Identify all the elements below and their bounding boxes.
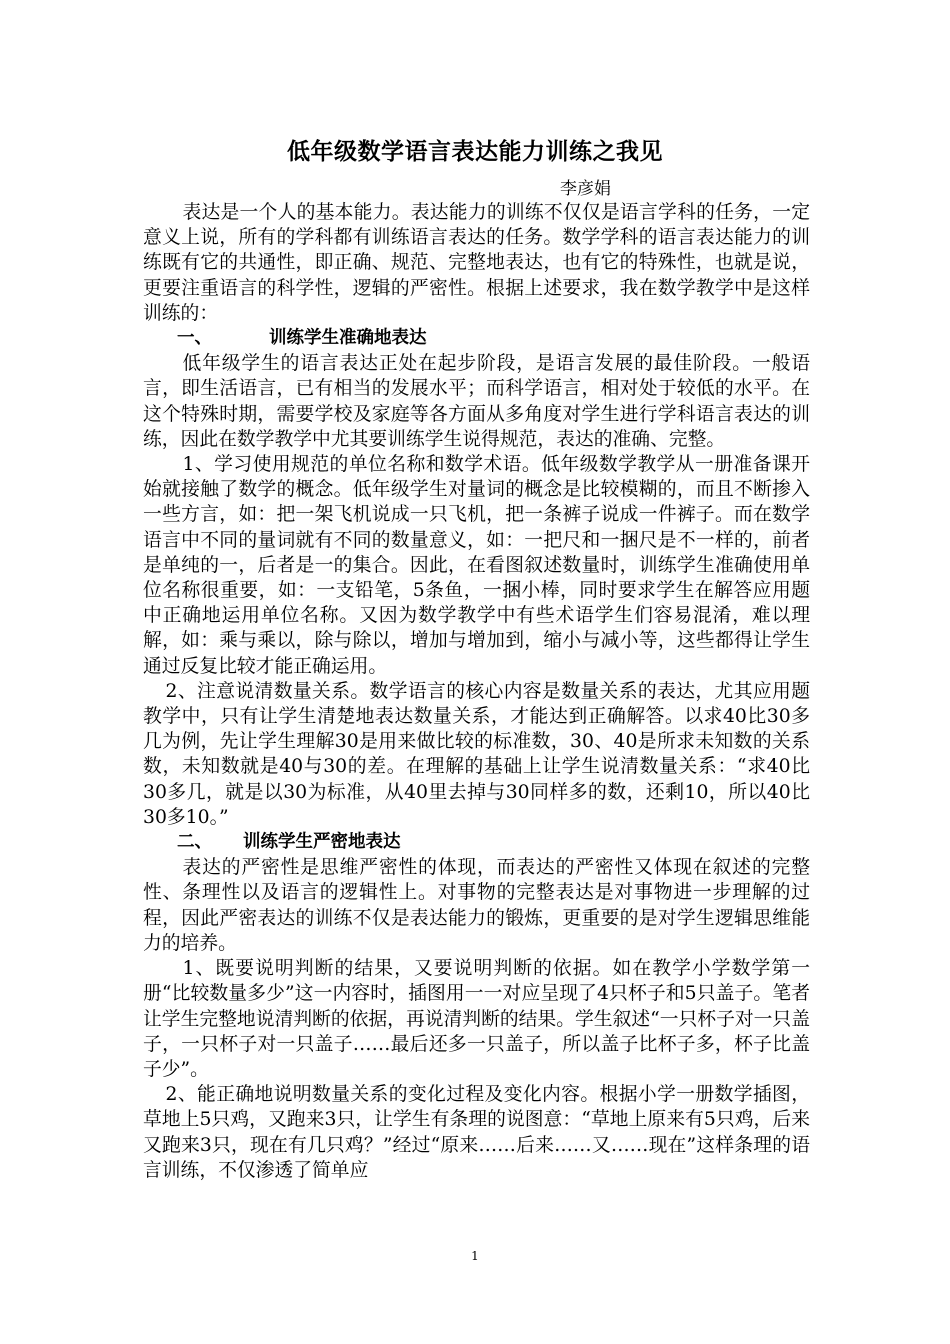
section-heading-2 [143, 830, 810, 855]
paragraph: 2、注意说清数量关系。数学语言的核心内容是数量关系的表达，尤其应用题教学中，只有让学生清楚地表达数量关系，才能达到正确解答。以求40比30多几为例，先让学生理解30是用来做比较的标准数，30、40是所求未知数的关系数，未知数就是40与30的差。在理解的基础上让学生说清数量关系：“求40比30多几，就是以30为标准，从40里去掉与30同样多的数，还剩10，所以40比30多10。” [143, 680, 810, 828]
section-number: 二、 [177, 832, 212, 853]
paragraph: 1、既要说明判断的结果，又要说明判断的依据。如在教学小学数学第一册“比较数量多少”这一内容时，插图用一一对应呈现了4只杯子和5只盖子。笔者让学生完整地说清判断的依据，再说清判断的结果。学生叙述“一只杯子对一只盖子，一只杯子对一只盖子……最后还多一只盖子，所以盖子比杯子多，杯子比盖子少”。 [143, 958, 810, 1080]
section-number: 一、 [177, 328, 212, 349]
author-name: 李彦娟 [560, 179, 611, 199]
section-title: 训练学生准确地表达 [269, 328, 427, 349]
paragraph: 2、能正确地说明数量关系的变化过程及变化内容。根据小学一册数学插图，草地上5只鸡，又跑来3只，让学生有条理的说图意：“草地上原来有5只鸡，后来又跑来3只，现在有几只鸡？”经过“原来……后来……又……现在”这样条理的语言训练，不仅渗透了简单应 [143, 1084, 810, 1181]
section-title: 训练学生严密地表达 [243, 832, 401, 853]
section-heading-1 [143, 326, 810, 351]
page-title: 低年级数学语言表达能力训练之我见 [287, 139, 663, 165]
paragraph: 1、学习使用规范的单位名称和数学术语。低年级数学教学从一册准备课开始就接触了数学的概念。低年级学生对量词的概念是比较模糊的，而且不断掺入一些方言，如：把一架飞机说成一只飞机，把一条裤子说成一件裤子。而在数学语言中不同的量词就有不同的数量意义，如：一把尺和一捆尺是不一样的，前者是单纯的一，后者是一的集合。因此，在看图叙述数量时，训练学生准确使用单位名称很重要，如：一支铅笔，5条鱼，一捆小棒，同时要求学生在解答应用题中正确地运用单位名称。又因为数学教学中有些术语学生们容易混淆，难以理解，如：乘与乘以，除与除以，增加与增加到，缩小与减小等，这些都得让学生通过反复比较才能正确运用。 [143, 454, 810, 677]
page-number: 1 [471, 1249, 479, 1263]
paragraph: 表达的严密性是思维严密性的体现，而表达的严密性又体现在叙述的完整性、条理性以及语言的逻辑性上。对事物的完整表达是对事物进一步理解的过程，因此严密表达的训练不仅是表达能力的锻炼，更重要的是对学生逻辑思维能力的培养。 [143, 857, 810, 954]
intro-paragraph: 表达是一个人的基本能力。表达能力的训练不仅仅是语言学科的任务，一定意义上说，所有的学科都有训练语言表达的任务。数学学科的语言表达能力的训练既有它的共通性，即正确、规范、完整地表达，也有它的特殊性，也就是说，更要注重语言的科学性，逻辑的严密性。根据上述要求，我在数学教学中是这样训练的： [143, 202, 810, 324]
paragraph: 低年级学生的语言表达正处在起步阶段，是语言发展的最佳阶段。一般语言，即生活语言，已有相当的发展水平；而科学语言，相对处于较低的水平。在这个特殊时期，需要学校及家庭等各方面从多角度对学生进行学科语言表达的训练，因此在数学教学中尤其要训练学生说得规范，表达的准确、完整。 [143, 353, 810, 450]
document-body [143, 200, 810, 1183]
